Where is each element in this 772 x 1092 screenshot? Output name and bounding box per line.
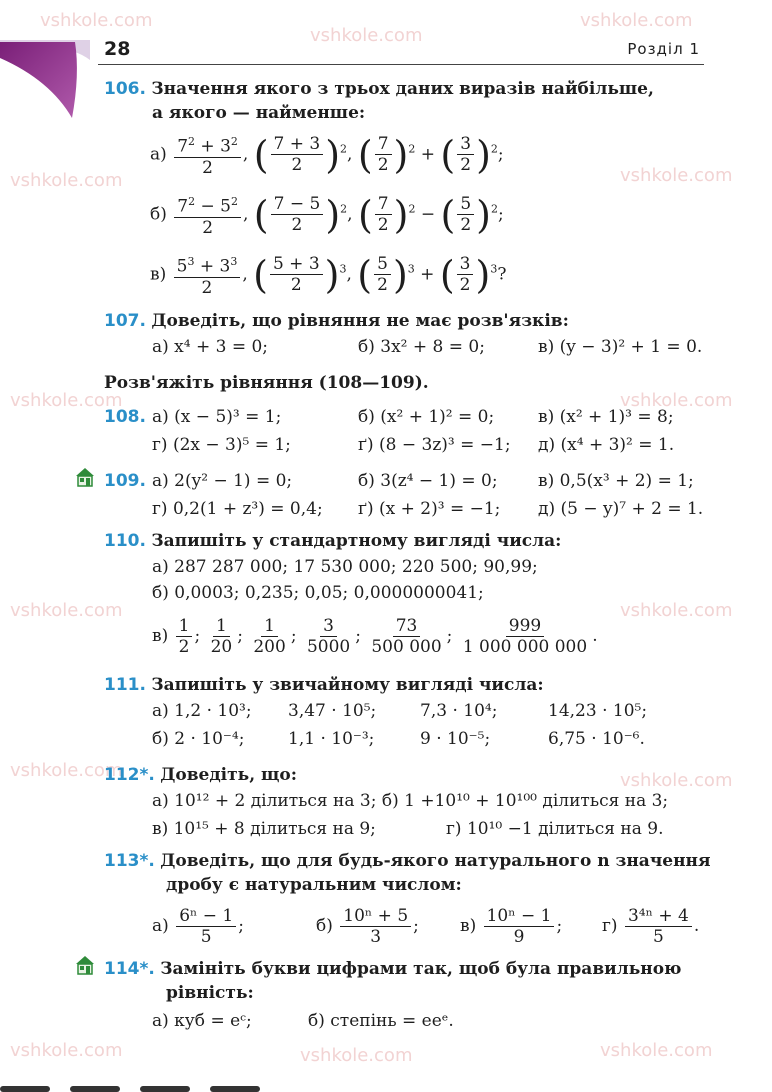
watermark: vshkole.com bbox=[620, 390, 733, 411]
problem-111-a4: 14,23 · 10⁵; bbox=[548, 701, 648, 721]
watermark: vshkole.com bbox=[10, 170, 123, 191]
problem-113-text2: дробу є натуральним числом: bbox=[166, 875, 462, 895]
section-title: Розділ 1 bbox=[627, 40, 700, 58]
problem-112-d: г) 10¹⁰ −1 ділиться на 9. bbox=[446, 819, 664, 839]
problem-112-c: в) 10¹⁵ + 8 ділиться на 9; bbox=[152, 819, 376, 839]
problem-108-d: г) (2x − 3)⁵ = 1; bbox=[152, 435, 291, 455]
watermark: vshkole.com bbox=[10, 760, 123, 781]
problem-107-a: а) x⁴ + 3 = 0; bbox=[152, 337, 269, 357]
problem-109-e: ґ) (x + 2)³ = −1; bbox=[358, 499, 501, 519]
watermark: vshkole.com bbox=[10, 390, 123, 411]
problem-106-text2: а якого — найменше: bbox=[152, 103, 366, 123]
problem-107-text: 107. Доведіть, що рівняння не має розв'язків: bbox=[104, 311, 569, 331]
watermark: vshkole.com bbox=[10, 1040, 123, 1061]
watermark: vshkole.com bbox=[40, 10, 153, 31]
problem-109-d: г) 0,2(1 + z³) = 0,4; bbox=[152, 499, 323, 519]
watermark: vshkole.com bbox=[580, 10, 693, 31]
corner-decoration bbox=[0, 0, 90, 120]
problem-111-a3: 7,3 · 10⁴; bbox=[420, 701, 498, 721]
problem-113-text: 113*. Доведіть, що для будь-якого натурального n значення bbox=[104, 851, 711, 871]
watermark: vshkole.com bbox=[620, 600, 733, 621]
problem-107-c: в) (y − 3)² + 1 = 0. bbox=[538, 337, 703, 357]
solve-intro: Розв'яжіть рівняння (108—109). bbox=[104, 373, 429, 393]
problem-111-b2: 1,1 · 10⁻³; bbox=[288, 729, 375, 749]
problem-110-text: 110. Запишіть у стандартному вигляді числа: bbox=[104, 531, 562, 551]
homework-house-icon bbox=[74, 954, 96, 976]
problem-108-c: в) (x² + 1)³ = 8; bbox=[538, 407, 674, 427]
bottom-decoration bbox=[0, 1086, 300, 1092]
watermark: vshkole.com bbox=[310, 25, 423, 46]
watermark: vshkole.com bbox=[620, 770, 733, 791]
problem-106-b: б) $\frac{7^2 - 5^2}{2}$ , ( $\frac{7 - 5}{2}$ )$^2$, ( $\frac{7}{2}$ )$^2$ − ( $\frac{5}{2}$ )$^2$; bbox=[150, 192, 504, 238]
page-number: 28 bbox=[104, 38, 131, 60]
problem-111-text: 111. Запишіть у звичайному вигляді числа: bbox=[104, 675, 544, 695]
problem-109-num: 109. bbox=[104, 471, 146, 491]
problem-108-b: б) (x² + 1)² = 0; bbox=[358, 407, 495, 427]
problem-110-b: б) 0,0003; 0,235; 0,05; 0,0000000041; bbox=[152, 583, 484, 603]
header-rule bbox=[98, 64, 704, 65]
problem-106-text: 106. Значення якого з трьох даних виразів найбільше, bbox=[104, 79, 654, 99]
problem-111-a1: а) 1,2 · 10³; bbox=[152, 701, 252, 721]
problem-108-f: д) (x⁴ + 3)² = 1. bbox=[538, 435, 675, 455]
problem-106-a: а) $\frac{7^2 + 3^2}{2}$ , ( $\frac{7 + 3}{2}$ )$^2$, ( $\frac{7}{2}$ )$^2$ + ( $\frac{3}{2}$ )$^2$; bbox=[150, 132, 504, 178]
watermark: vshkole.com bbox=[10, 600, 123, 621]
problem-108-num: 108. bbox=[104, 407, 146, 427]
problem-114-a: а) куб = eᶜ; bbox=[152, 1011, 252, 1031]
problem-112-a: а) 10¹² + 2 ділиться на 3; б) 1 +10¹⁰ + 10¹⁰⁰ ділиться на 3; bbox=[152, 791, 669, 811]
problem-109-f: д) (5 − y)⁷ + 2 = 1. bbox=[538, 499, 704, 519]
problem-111-b3: 9 · 10⁻⁵; bbox=[420, 729, 491, 749]
problem-109-a: а) 2(y² − 1) = 0; bbox=[152, 471, 293, 491]
problem-110-a: а) 287 287 000; 17 530 000; 220 500; 90,99; bbox=[152, 557, 538, 577]
watermark: vshkole.com bbox=[620, 165, 733, 186]
watermark: vshkole.com bbox=[300, 1045, 413, 1066]
problem-109-c: в) 0,5(x³ + 2) = 1; bbox=[538, 471, 694, 491]
problem-114-b: б) степінь = eeᵉ. bbox=[308, 1011, 454, 1031]
problem-111-b1: б) 2 · 10⁻⁴; bbox=[152, 729, 245, 749]
problem-109-b: б) 3(z⁴ − 1) = 0; bbox=[358, 471, 498, 491]
problem-108-e: ґ) (8 − 3z)³ = −1; bbox=[358, 435, 511, 455]
problem-110-c: в) $\frac{1}{2}$ ; $\frac{1}{20}$ ; $\frac{1}{200}$ ; $\frac{3}{5000}$ ; $\frac{73}{500 000}$ ; $\frac{999}{1 000 000 000}$ . bbox=[152, 616, 598, 657]
problem-111-b4: 6,75 · 10⁻⁶. bbox=[548, 729, 645, 749]
problem-113-b: б) $\frac{\text{10ⁿ + 5}}{3}$ ; bbox=[316, 906, 419, 947]
problem-112-text: 112*. Доведіть, що: bbox=[104, 765, 298, 785]
problem-113-d: г) $\frac{\text{3⁴ⁿ + 4}}{5}$ . bbox=[602, 906, 700, 947]
problem-106-c: в) $\frac{5^3 + 3^3}{2}$ , ( $\frac{5 + 3}{2}$ )$^3$, ( $\frac{5}{2}$ )$^3$ + ( $\frac{3}{2}$ )$^3$? bbox=[150, 252, 507, 298]
problem-113-a: а) $\frac{\text{6ⁿ − 1}}{5}$ ; bbox=[152, 906, 244, 947]
problem-111-a2: 3,47 · 10⁵; bbox=[288, 701, 377, 721]
problem-108-a: а) (x − 5)³ = 1; bbox=[152, 407, 282, 427]
watermark: vshkole.com bbox=[600, 1040, 713, 1061]
problem-114-text: 114*. Замініть букви цифрами так, щоб була правильною bbox=[104, 959, 682, 979]
problem-107-b: б) 3x² + 8 = 0; bbox=[358, 337, 485, 357]
problem-113-c: в) $\frac{\text{10ⁿ − 1}}{9}$ ; bbox=[460, 906, 563, 947]
problem-114-text2: рівність: bbox=[166, 983, 254, 1003]
homework-house-icon bbox=[74, 466, 96, 488]
